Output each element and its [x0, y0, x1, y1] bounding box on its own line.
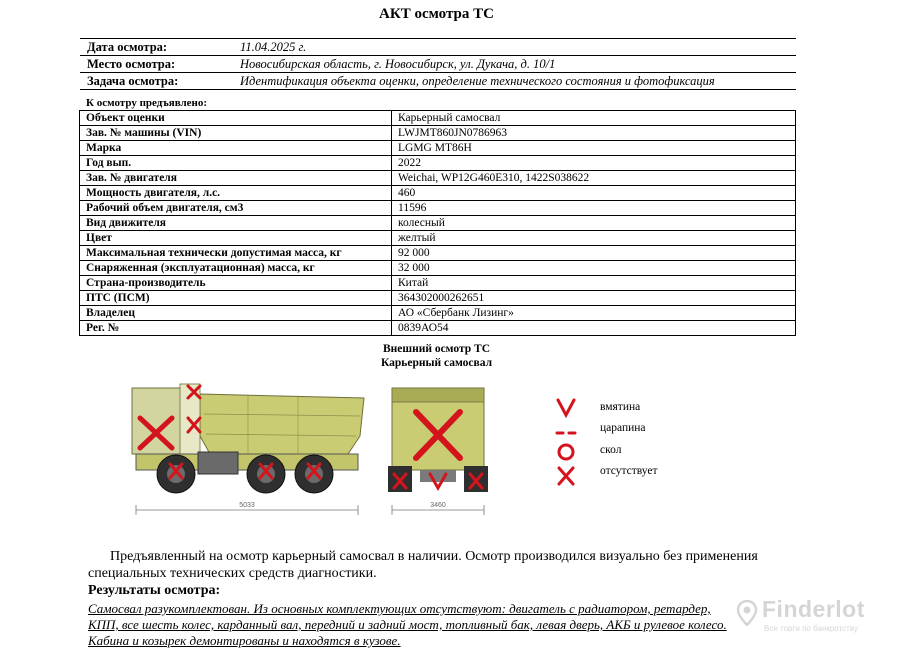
chip-icon: [559, 445, 573, 459]
spec-label: ПТС (ПСМ): [80, 291, 392, 306]
spec-row: [80, 291, 796, 306]
finderlot-logo-icon: [736, 600, 758, 626]
spec-label: Снаряженная (эксплуатационная) масса, кг: [80, 261, 392, 276]
header-label: Задача осмотра:: [80, 73, 233, 90]
spec-label: Владелец: [80, 306, 392, 321]
spec-value: 32 000: [392, 261, 796, 276]
spec-row: [80, 246, 796, 261]
legend-label-scratch: царапина: [600, 422, 646, 434]
spec-label: Максимальная технически допустимая масса, кг: [80, 246, 392, 261]
spec-value: 92 000: [392, 246, 796, 261]
legend-label-dent: вмятина: [600, 401, 641, 413]
header-value: Новосибирская область, г. Новосибирск, ул. Дукача, д. 10/1: [233, 56, 796, 73]
inspection-title: Внешний осмотр ТС: [382, 343, 491, 355]
spec-value: 0839АО54: [392, 321, 796, 336]
dump-body: [200, 394, 364, 454]
spec-label: Страна-производитель: [80, 276, 392, 291]
spec-value: 460: [392, 186, 796, 201]
spec-value: Карьерный самосвал: [392, 111, 796, 126]
header-value: 11.04.2025 г.: [233, 39, 796, 56]
header-row-task: [80, 73, 796, 90]
spec-label: Рабочий объем двигателя, см3: [80, 201, 392, 216]
side-dimension: 5033: [239, 502, 255, 509]
spec-row: [80, 231, 796, 246]
spec-value: LWJMT860JN0786963: [392, 126, 796, 141]
header-row-date: [80, 39, 796, 56]
inspection-header-table: [80, 38, 796, 90]
spec-value: АО «Сбербанк Лизинг»: [392, 306, 796, 321]
spec-label: Марка: [80, 141, 392, 156]
spec-row: [80, 141, 796, 156]
legend-symbols: [550, 396, 582, 488]
spec-value: LGMG MT86H: [392, 141, 796, 156]
spec-value: 2022: [392, 156, 796, 171]
header-label: Дата осмотра:: [80, 39, 233, 56]
document-title: АКТ осмотра ТС: [379, 6, 494, 22]
spec-label: Объект оценки: [80, 111, 392, 126]
spec-value: Китай: [392, 276, 796, 291]
spec-row: [80, 201, 796, 216]
spec-row: [80, 171, 796, 186]
spec-label: Рег. №: [80, 321, 392, 336]
spec-label: Год вып.: [80, 156, 392, 171]
legend-label-missing: отсутствует: [600, 465, 658, 477]
spec-value: 11596: [392, 201, 796, 216]
missing-icon: [559, 468, 573, 484]
watermark-tagline: Все торги по банкротству: [764, 624, 858, 633]
header-label: Место осмотра:: [80, 56, 233, 73]
spec-row: [80, 111, 796, 126]
spec-value: 364302000262651: [392, 291, 796, 306]
truck-side-diagram: [128, 380, 376, 520]
header-row-place: [80, 56, 796, 73]
results-title: Результаты осмотра:: [88, 583, 221, 598]
spec-row: [80, 321, 796, 336]
spec-label: Зав. № двигателя: [80, 171, 392, 186]
spec-label: Цвет: [80, 231, 392, 246]
results-line: Кабина и козырек демонтированы и находятся в кузове.: [88, 633, 401, 648]
rear-dimension: 3460: [430, 502, 446, 509]
spec-label: Вид движителя: [80, 216, 392, 231]
spec-row: [80, 261, 796, 276]
spec-row: [80, 216, 796, 231]
spec-row: [80, 126, 796, 141]
dent-icon: [558, 400, 574, 415]
spec-table: [79, 110, 796, 336]
spec-label: Зав. № машины (VIN): [80, 126, 392, 141]
spec-value: Weichai, WP12G460E310, 1422S038622: [392, 171, 796, 186]
spec-label: Мощность двигателя, л.с.: [80, 186, 392, 201]
header-value: Идентификация объекта оценки, определение технического состояния и фотофиксация: [233, 73, 796, 90]
legend-label-chip: скол: [600, 444, 622, 456]
results-line: Самосвал разукомплектован. Из основных комплектующих отсутствуют: двигатель с радиатором, ретардер,: [88, 601, 711, 616]
presented-label: К осмотру предъявлено:: [86, 97, 208, 109]
spec-value: желтый: [392, 231, 796, 246]
spec-row: [80, 156, 796, 171]
finderlot-watermark: [736, 596, 886, 638]
spec-value: колесный: [392, 216, 796, 231]
spec-row: [80, 276, 796, 291]
results-line: КПП, все шесть колес, карданный вал, передний и задний мост, топливный бак, левая дверь, АКБ и рулевое колесо.: [88, 617, 727, 632]
spec-row: [80, 186, 796, 201]
spec-row: [80, 306, 796, 321]
inspection-subtitle: Карьерный самосвал: [380, 357, 493, 369]
truck-rear-diagram: [386, 380, 490, 520]
inspection-paragraph: Предъявленный на осмотр карьерный самосвал в наличии. Осмотр производился визуально без применения специальных технических средств диагностики.: [88, 549, 758, 581]
watermark-brand: Finderlot: [762, 596, 865, 622]
